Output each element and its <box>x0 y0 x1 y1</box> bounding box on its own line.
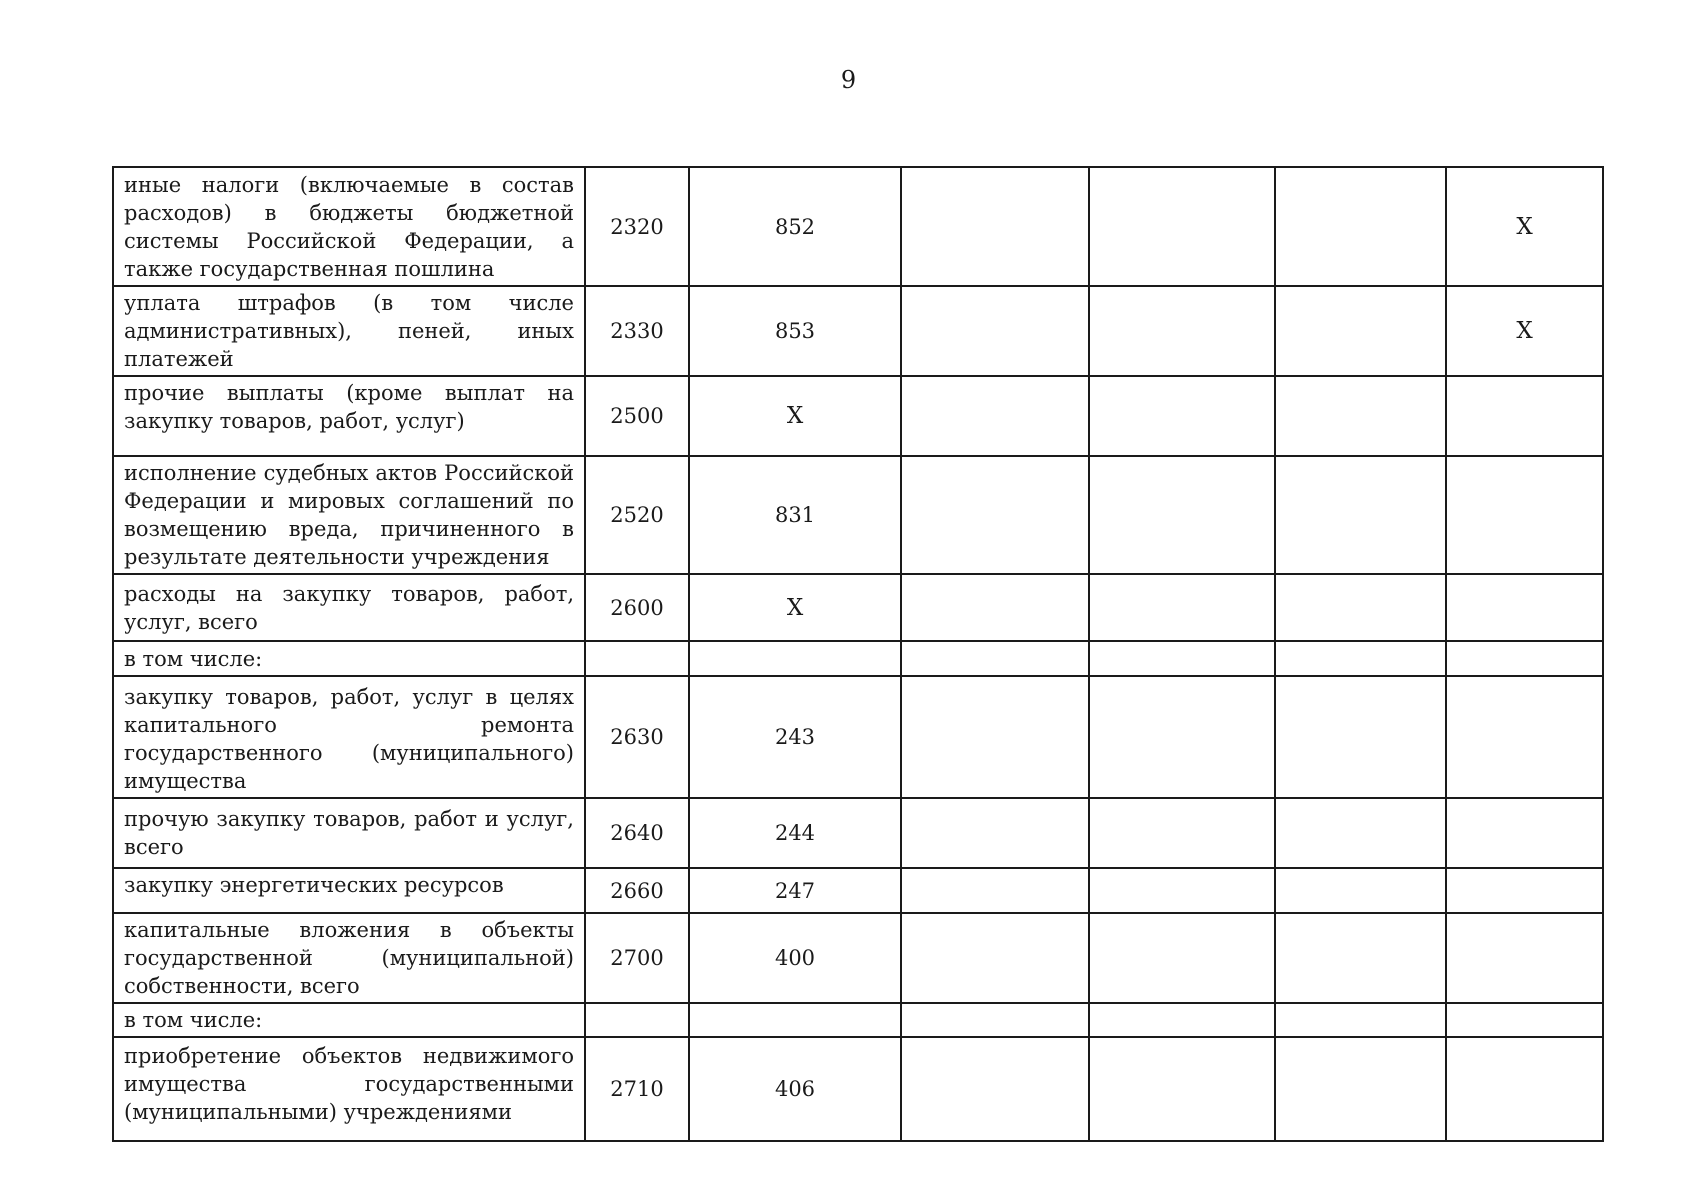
line-code: 2330 <box>585 286 689 376</box>
value-cell <box>901 1003 1089 1037</box>
value-cell <box>1446 868 1603 913</box>
value-cell <box>1089 641 1275 676</box>
value-cell <box>1275 574 1446 641</box>
row-name: прочие выплаты (кроме выплат на закупку товаров, работ, услуг) <box>113 376 585 456</box>
row-name: в том числе: <box>113 641 585 676</box>
value-cell <box>1446 376 1603 456</box>
value-cell <box>901 1037 1089 1141</box>
row-name: в том числе: <box>113 1003 585 1037</box>
row-name: капитальные вложения в объекты государственной (муниципальной) собственности, всего <box>113 913 585 1003</box>
kbk-code <box>689 1003 901 1037</box>
table-row <box>113 376 1603 456</box>
value-cell <box>1089 676 1275 798</box>
value-cell <box>1089 868 1275 913</box>
value-cell <box>1089 1037 1275 1141</box>
line-code: 2700 <box>585 913 689 1003</box>
value-cell <box>1446 913 1603 1003</box>
row-name: закупку энергетических ресурсов <box>113 868 585 913</box>
value-cell: X <box>1446 167 1603 286</box>
row-name: приобретение объектов недвижимого имущества государственными (муниципальными) учреждениями <box>113 1037 585 1141</box>
value-cell <box>1089 286 1275 376</box>
table-row <box>113 574 1603 641</box>
kbk-code: 243 <box>689 676 901 798</box>
financial-plan-table <box>112 166 1604 1142</box>
value-cell <box>901 286 1089 376</box>
value-cell <box>1089 1003 1275 1037</box>
kbk-code: 852 <box>689 167 901 286</box>
table-row <box>113 1003 1603 1037</box>
value-cell <box>1446 676 1603 798</box>
value-cell <box>1089 456 1275 574</box>
table-row <box>113 798 1603 868</box>
value-cell <box>1446 1003 1603 1037</box>
table-row <box>113 1037 1603 1141</box>
kbk-code: 831 <box>689 456 901 574</box>
value-cell <box>1446 798 1603 868</box>
row-name: прочую закупку товаров, работ и услуг, всего <box>113 798 585 868</box>
value-cell <box>1275 913 1446 1003</box>
kbk-code: 400 <box>689 913 901 1003</box>
value-cell <box>901 376 1089 456</box>
value-cell <box>1089 574 1275 641</box>
table-row <box>113 286 1603 376</box>
value-cell <box>901 641 1089 676</box>
kbk-code: 406 <box>689 1037 901 1141</box>
table-row <box>113 641 1603 676</box>
value-cell <box>1089 913 1275 1003</box>
row-name: иные налоги (включаемые в состав расходов) в бюджеты бюджетной системы Российской Федерации, а также государственная пошлина <box>113 167 585 286</box>
value-cell <box>1089 798 1275 868</box>
line-code: 2320 <box>585 167 689 286</box>
table-row <box>113 868 1603 913</box>
line-code: 2640 <box>585 798 689 868</box>
value-cell <box>1089 376 1275 456</box>
value-cell <box>1275 1037 1446 1141</box>
value-cell <box>1275 868 1446 913</box>
line-code <box>585 1003 689 1037</box>
value-cell <box>901 868 1089 913</box>
value-cell <box>901 798 1089 868</box>
value-cell <box>901 676 1089 798</box>
value-cell <box>1446 1037 1603 1141</box>
value-cell <box>1275 1003 1446 1037</box>
line-code: 2630 <box>585 676 689 798</box>
row-name: расходы на закупку товаров, работ, услуг, всего <box>113 574 585 641</box>
kbk-code <box>689 641 901 676</box>
value-cell <box>1446 641 1603 676</box>
row-name: уплата штрафов (в том числе административных), пеней, иных платежей <box>113 286 585 376</box>
value-cell <box>1275 167 1446 286</box>
value-cell: X <box>1446 286 1603 376</box>
page-number: 9 <box>840 66 857 94</box>
row-name: исполнение судебных актов Российской Федерации и мировых соглашений по возмещению вреда, причиненного в результате деятельности учреждения <box>113 456 585 574</box>
value-cell <box>1446 456 1603 574</box>
table-row <box>113 913 1603 1003</box>
line-code <box>585 641 689 676</box>
line-code: 2520 <box>585 456 689 574</box>
value-cell <box>1275 798 1446 868</box>
value-cell <box>901 913 1089 1003</box>
value-cell <box>1275 641 1446 676</box>
value-cell <box>1446 574 1603 641</box>
line-code: 2500 <box>585 376 689 456</box>
value-cell <box>1275 376 1446 456</box>
value-cell <box>901 574 1089 641</box>
kbk-code: 853 <box>689 286 901 376</box>
value-cell <box>1275 456 1446 574</box>
table-row <box>113 456 1603 574</box>
line-code: 2710 <box>585 1037 689 1141</box>
line-code: 2660 <box>585 868 689 913</box>
kbk-code: 244 <box>689 798 901 868</box>
value-cell <box>901 456 1089 574</box>
value-cell <box>1275 676 1446 798</box>
value-cell <box>1089 167 1275 286</box>
value-cell <box>901 167 1089 286</box>
kbk-code: 247 <box>689 868 901 913</box>
table-row <box>113 167 1603 286</box>
kbk-code: X <box>689 376 901 456</box>
table-row <box>113 676 1603 798</box>
value-cell <box>1275 286 1446 376</box>
line-code: 2600 <box>585 574 689 641</box>
kbk-code: X <box>689 574 901 641</box>
row-name: закупку товаров, работ, услуг в целях капитального ремонта государственного (муниципального) имущества <box>113 676 585 798</box>
